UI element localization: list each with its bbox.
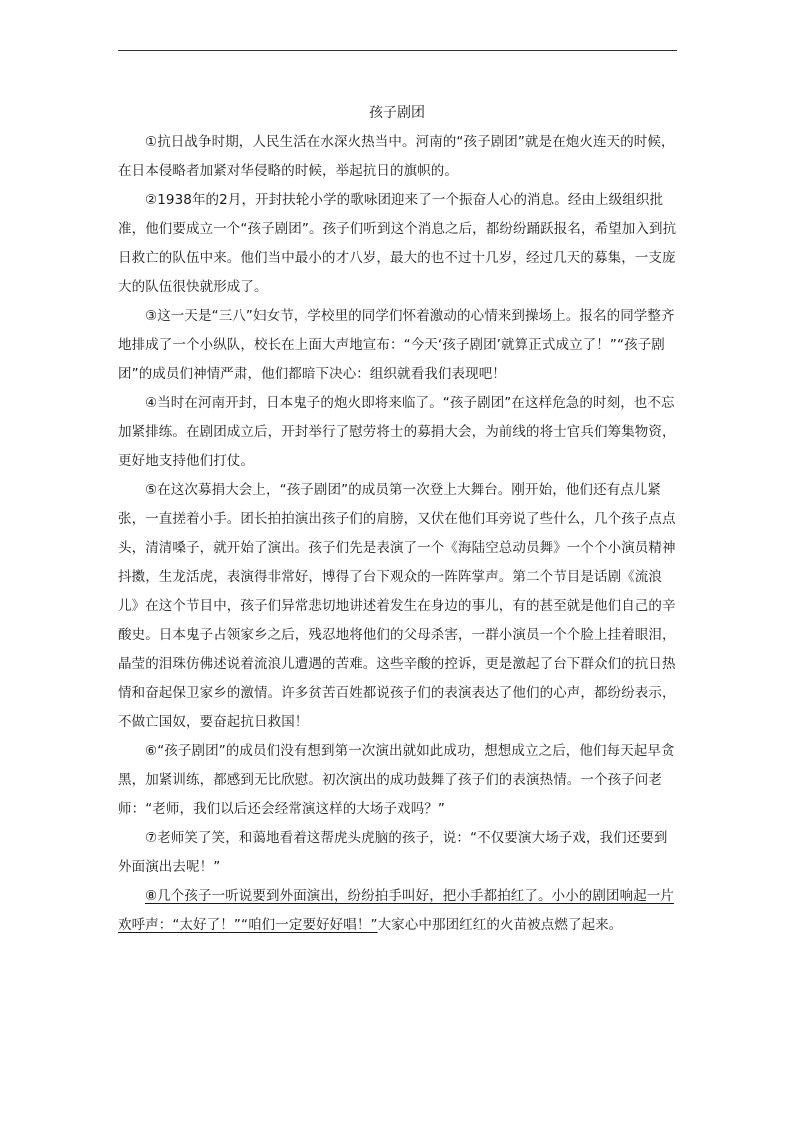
header-rule (118, 50, 677, 51)
paragraph-6: ⑥“孩子剧团”的成员们没有想到第一次演出就如此成功，想想成立之后，他们每天起早贪黑，加紧训练，都感到无比欣慰。初次演出的成功鼓舞了孩子们的表演热情。一个孩子问老师：“老师，我们以后还会经常演这样的大场子戏吗？” (118, 743, 675, 817)
underlined-passage: ⑧几个孩子一听说要到外面演出，纷纷拍手叫好，把小手都拍红了。小小的剧团响起一片欢呼声：“太好了！”“咱们一定要好好唱！” (118, 888, 675, 933)
paragraph-2: ②1938年的2月，开封扶轮小学的歌咏团迎来了一个振奋人心的消息。经由上级组织批准，他们要成立一个“孩子剧团”。孩子们听到这个消息之后，都纷纷踊跃报名，希望加入到抗日救亡的队伍中来。他们当中最小的才八岁，最大的也不过十几岁，经过几天的募集，一支庞大的队伍很快就形成了。 (118, 192, 677, 295)
paragraph-7: ⑦老师笑了笑，和蔼地看着这帮虎头虎脑的孩子，说：“不仅要演大场子戏，我们还要到外面演出去呢！” (118, 830, 668, 875)
paragraph-8-rest: 大家心中那团红红的火苗被点燃了起来。 (377, 917, 623, 933)
paragraph-4: ④当时在河南开封，日本鬼子的炮火即将来临了。“孩子剧团”在这样危急的时刻，也不忘加紧排练。在剧团成立后，开封举行了慰劳将士的募捐大会，为前线的将士官兵们筹集物资，更好地支持他们打仗。 (118, 395, 676, 469)
paragraph-8 (118, 882, 680, 940)
paragraph-1: ①抗日战争时期，人民生活在水深火热当中。河南的“孩子剧团”就是在炮火连天的时候，在日本侵略者加紧对华侵略的时候，举起抗日的旗帜的。 (118, 134, 675, 179)
paragraph-5: ⑤在这次募捐大会上，“孩子剧团”的成员第一次登上大舞台。刚开始，他们还有点儿紧张，一直搓着小手。团长拍拍演出孩子们的肩膀，又伏在他们耳旁说了些什么，几个孩子点点头，清清嗓子，就开始了演出。孩子们先是表演了一个《海陆空总动员舞》一个个小演员精神抖擞，生龙活虎，表演得非常好，博得了台下观众的一阵阵掌声。第二个节目是话剧《流浪儿》在这个节目中，孩子们异常悲切地讲述着发生在身边的事儿，有的甚至就是他们自己的辛酸史。日本鬼子占领家乡之后，残忍地将他们的父母杀害，一群小演员一个个脸上挂着眼泪，晶莹的泪珠仿佛述说着流浪儿遭遇的苦难。这些辛酸的控诉，更是激起了台下群众们的抗日热情和奋起保卫家乡的激情。许多贫苦百姓都说孩子们的表演表达了他们的心声，都纷纷表示，不做亡国奴，要奋起抗日救国！ (118, 482, 676, 730)
article-body (118, 128, 680, 940)
article-title: 孩子剧团 (369, 105, 425, 121)
paragraph-3: ③这一天是“三八”妇女节，学校里的同学们怀着激动的心情来到操场上。报名的同学整齐地排成了一个小纵队，校长在上面大声地宣布：“今天‘孩子剧团’就算正式成立了！”“孩子剧团”的成员们神情严肃，他们都暗下决心：组织就看我们表现吧！ (118, 308, 675, 382)
